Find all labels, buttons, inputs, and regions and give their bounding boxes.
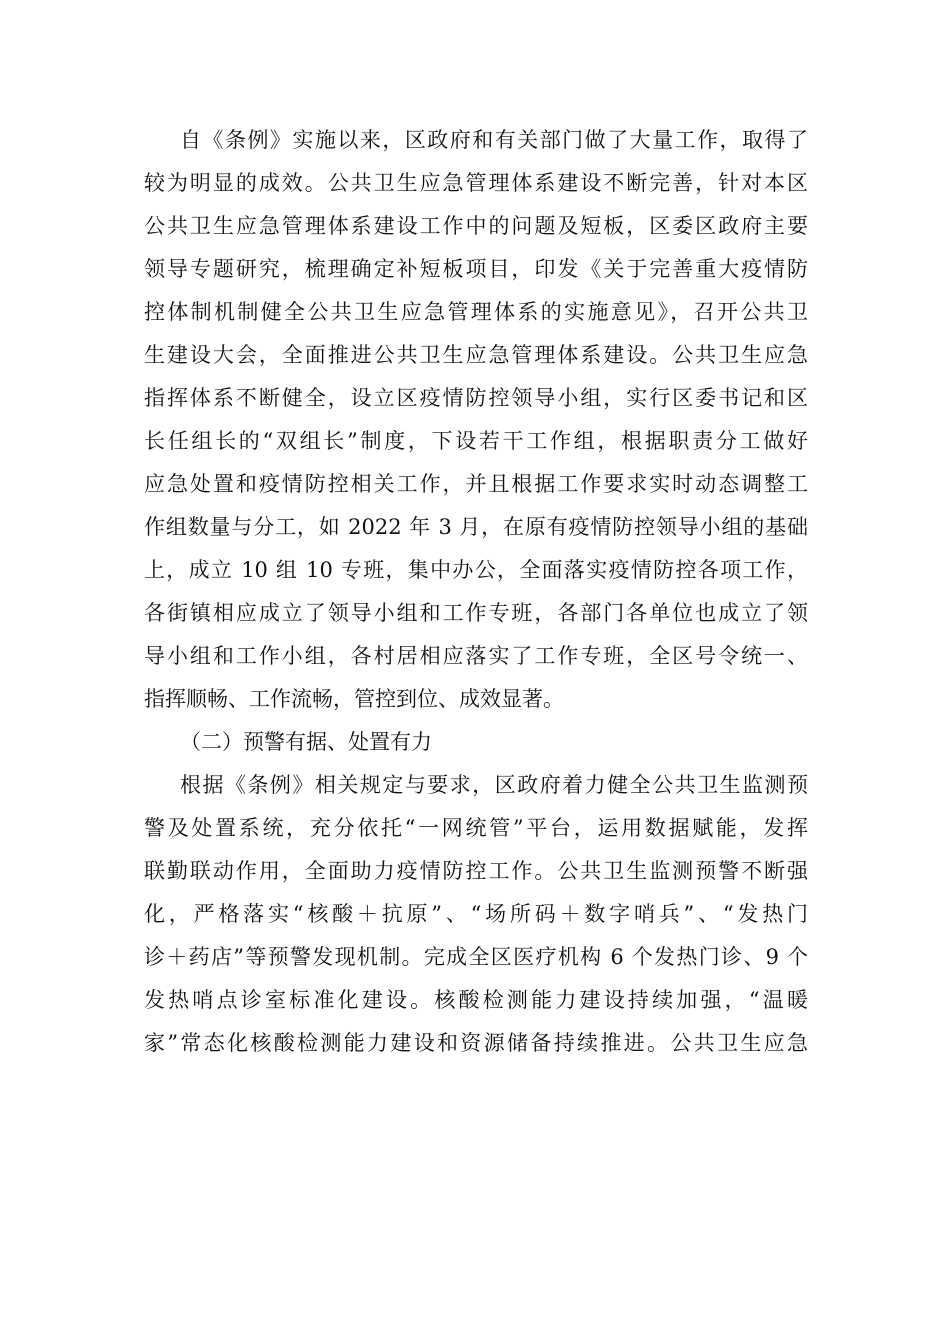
paragraph-1-line-1: 自《条例》实施以来，区政府和有关部门做了大量工作，取得了 bbox=[180, 128, 808, 152]
paragraph-1-line-11: 上，成立 10 组 10 专班，集中办公，全面落实疫情防控各项工作， bbox=[144, 558, 808, 582]
paragraph-1-line-4: 领导专题研究，梳理确定补短板项目，印发《关于完善重大疫情防 bbox=[144, 257, 808, 281]
paragraph-1-line-14: 指挥顺畅、工作流畅，管控到位、成效显著。 bbox=[144, 687, 564, 711]
paragraph-1-line-6: 生建设大会，全面推进公共卫生应急管理体系建设。公共卫生应急 bbox=[144, 343, 808, 367]
paragraph-1-line-13: 导小组和工作小组，各村居相应落实了工作专班，全区号令统一、 bbox=[144, 644, 808, 668]
paragraph-1-line-5: 控体制机制健全公共卫生应急管理体系的实施意见》，召开公共卫 bbox=[144, 300, 808, 324]
paragraph-2-line-4: 化，严格落实“核酸＋抗原”、“场所码＋数字哨兵”、“发热门 bbox=[144, 902, 808, 926]
paragraph-1-line-9: 应急处置和疫情防控相关工作，并且根据工作要求实时动态调整工 bbox=[144, 472, 808, 496]
paragraph-2-line-7: 家”常态化核酸检测能力建设和资源储备持续推进。公共卫生应急 bbox=[144, 1031, 808, 1055]
paragraph-2-line-5: 诊＋药店”等预警发现机制。完成全区医疗机构 6 个发热门诊、9 个 bbox=[144, 945, 808, 969]
paragraph-1-line-12: 各街镇相应成立了领导小组和工作专班，各部门各单位也成立了领 bbox=[144, 601, 808, 625]
section-heading: （二）预警有据、处置有力 bbox=[180, 730, 432, 754]
paragraph-1-line-2: 较为明显的成效。公共卫生应急管理体系建设不断完善，针对本区 bbox=[144, 171, 808, 195]
paragraph-1-line-10: 作组数量与分工，如 2022 年 3 月，在原有疫情防控领导小组的基础 bbox=[144, 515, 808, 539]
paragraph-2-line-1: 根据《条例》相关规定与要求，区政府着力健全公共卫生监测预 bbox=[180, 773, 808, 797]
paragraph-2-line-2: 警及处置系统，充分依托“一网统管”平台，运用数据赋能，发挥 bbox=[144, 816, 808, 840]
paragraph-2-line-3: 联勤联动作用，全面助力疫情防控工作。公共卫生监测预警不断强 bbox=[144, 859, 808, 883]
paragraph-2-line-6: 发热哨点诊室标准化建设。核酸检测能力建设持续加强，“温暖 bbox=[144, 988, 808, 1012]
paragraph-1-line-7: 指挥体系不断健全，设立区疫情防控领导小组，实行区委书记和区 bbox=[144, 386, 808, 410]
paragraph-1-line-3: 公共卫生应急管理体系建设工作中的问题及短板，区委区政府主要 bbox=[144, 214, 808, 238]
paragraph-1-line-8: 长任组长的“双组长”制度，下设若干工作组，根据职责分工做好 bbox=[144, 429, 808, 453]
